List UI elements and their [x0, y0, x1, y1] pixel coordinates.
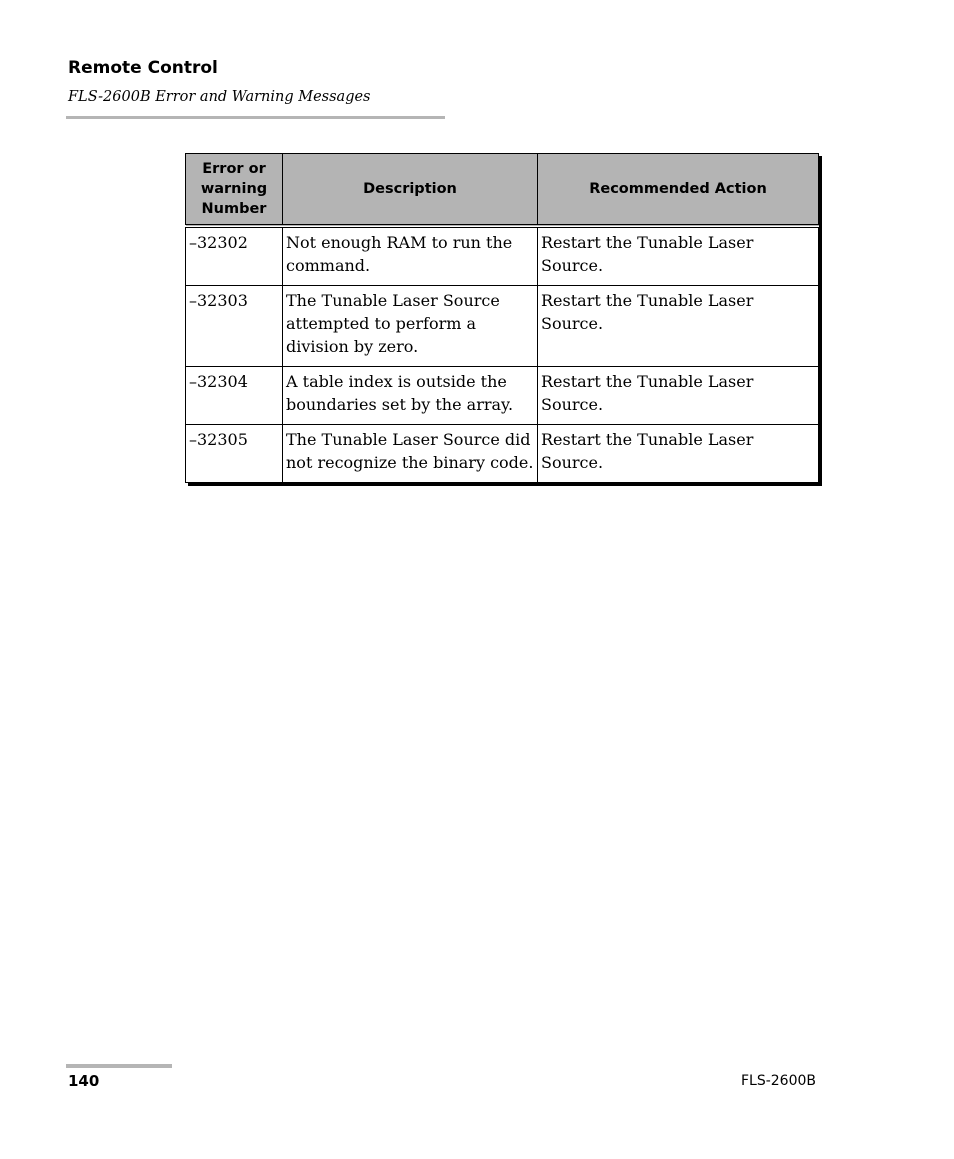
- action-cell: Restart the Tunable Laser Source.: [538, 286, 819, 367]
- table-row: [186, 425, 819, 483]
- error-number-cell: –32303: [186, 286, 283, 367]
- error-messages-table: [185, 153, 819, 483]
- description-cell: The Tunable Laser Source attempted to perform a division by zero.: [283, 286, 538, 367]
- error-number-cell: –32302: [186, 226, 283, 286]
- table-row: [186, 286, 819, 367]
- table-row: [186, 226, 819, 286]
- description-cell: A table index is outside the boundaries set by the array.: [283, 367, 538, 425]
- column-header-number: Error or warning Number: [186, 154, 283, 227]
- action-cell: Restart the Tunable Laser Source.: [538, 226, 819, 286]
- table-row: [186, 367, 819, 425]
- action-cell: Restart the Tunable Laser Source.: [538, 367, 819, 425]
- page-number: 140: [68, 1072, 100, 1090]
- error-number-cell: –32305: [186, 425, 283, 483]
- error-number-cell: –32304: [186, 367, 283, 425]
- description-cell: Not enough RAM to run the command.: [283, 226, 538, 286]
- section-subtitle: FLS-2600B Error and Warning Messages: [68, 89, 371, 105]
- column-header-description: Description: [283, 154, 538, 227]
- product-name: FLS-2600B: [740, 1073, 816, 1089]
- section-title: Remote Control: [68, 58, 218, 78]
- header-divider: [66, 116, 445, 119]
- column-header-action: Recommended Action: [538, 154, 819, 227]
- footer-divider: [66, 1064, 172, 1068]
- table-header-row: [186, 154, 819, 227]
- action-cell: Restart the Tunable Laser Source.: [538, 425, 819, 483]
- description-cell: The Tunable Laser Source did not recognize the binary code.: [283, 425, 538, 483]
